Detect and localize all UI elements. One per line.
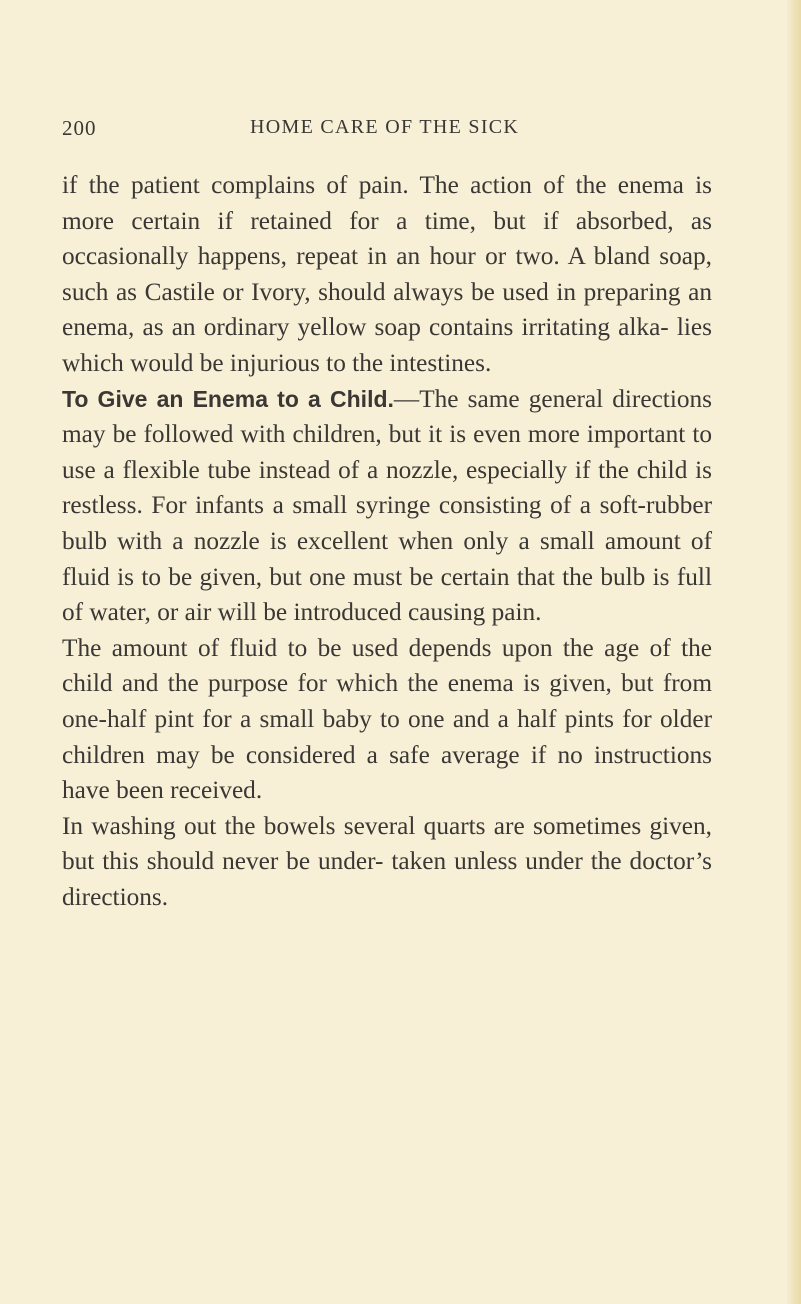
page-header	[62, 116, 712, 144]
section-heading: To Give an Enema to a Child.	[62, 385, 394, 412]
paragraph-2-text: —The same general directions may be followed with children, but it is even more important to use a flexible tube instead of a nozzle, especially if the child is restless. For infants a small syringe consisting of a soft-rubber bulb with a nozzle is excellent when only a small amount of fluid is to be given, but one must be certain that the bulb is full of water, or air will be introduced causing pain.	[62, 384, 712, 627]
page-number: 200	[62, 116, 97, 140]
paragraph-1-text: if the patient complains of pain. The action of the enema is more certain if retained for a time, but if absorbed, as occasionally happens, repeat in an hour or two. A bland soap, such as Castile or Ivory, should always be used in preparing an enema, as an ordinary yellow soap contains irritating alka- lies which would be injurious to the intestines.	[62, 171, 712, 377]
paragraph-2	[62, 382, 712, 631]
body-text	[62, 168, 712, 915]
paragraph-4-text: In washing out the bowels several quarts are sometimes given, but this should never be under- taken unless under the doctor’s directions.	[62, 811, 712, 911]
page-edge	[787, 0, 801, 1304]
paragraph-4	[62, 809, 712, 916]
paragraph-1	[62, 168, 712, 382]
paragraph-3-text: The amount of fluid to be used depends upon the age of the child and the purpose for which the enema is given, but from one-half pint for a small baby to one and a half pints for older children may be considered a safe average if no instructions have been received.	[62, 633, 712, 805]
paragraph-3	[62, 631, 712, 809]
running-head: HOME CARE OF THE SICK	[250, 116, 520, 138]
